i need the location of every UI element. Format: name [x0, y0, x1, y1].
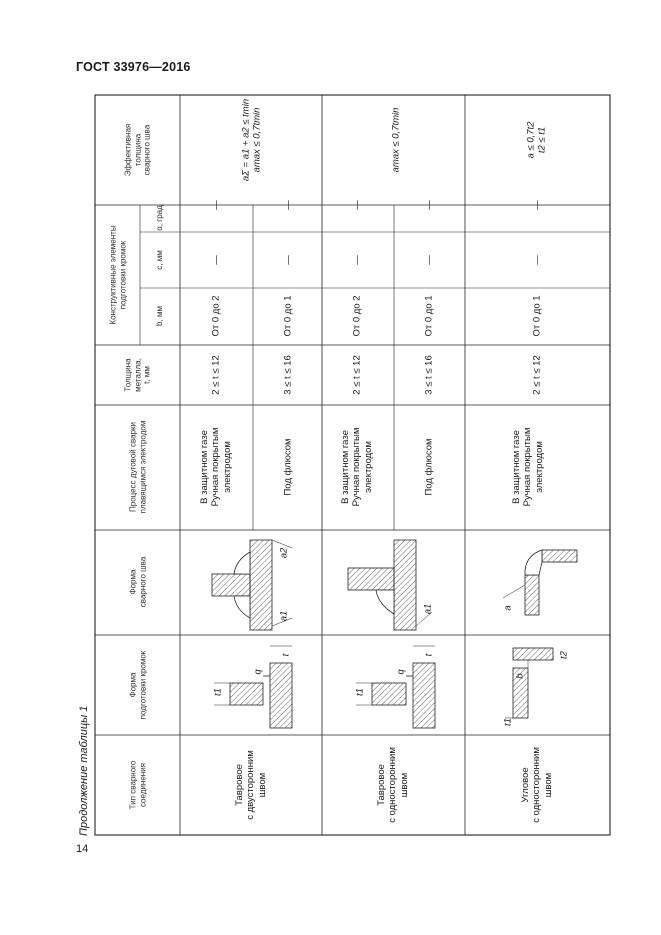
row3-label-b: b: [514, 673, 526, 679]
row2-b-a: От 0 до 2: [351, 295, 363, 337]
row3-label-t2: t2: [558, 651, 570, 659]
row1-process-b: Под флюсом: [282, 438, 294, 496]
row3-throat: a ≤ 0,7t2 t2 ≤ t1: [525, 121, 548, 159]
row1-process-a: В защитном газе Ручная покрытым электродом: [198, 427, 233, 507]
row1-thickness-a: 2 ≤ t ≤ 12: [210, 355, 222, 395]
header-sub-alpha: α, град: [155, 205, 165, 231]
row2-label-t: t: [423, 653, 435, 657]
header-thickness: Толщина металла, t, мм: [123, 358, 152, 392]
row1-alpha-a: —: [210, 200, 222, 210]
row1-b-a: От 0 до 2: [210, 295, 222, 337]
row2-c-b: —: [423, 255, 435, 265]
row1-label-t1: t1: [212, 688, 224, 696]
row2-label-t1: t1: [354, 688, 366, 696]
row1-edge-prep-sketch: [214, 646, 292, 728]
row2-b-b: От 0 до 1: [423, 295, 435, 337]
row3-label-t1: t1: [502, 718, 514, 726]
row3-process-a: В защитном газе Ручная покрытым электродом: [510, 427, 545, 507]
row1-alpha-b: —: [282, 200, 294, 210]
row1-label-a2: a2: [278, 547, 290, 559]
row2-process-b: Под флюсом: [423, 438, 435, 496]
row1-label-t: t: [280, 653, 292, 657]
row2-thickness-a: 2 ≤ t ≤ 12: [351, 355, 363, 395]
row1-label-a1: a1: [278, 610, 290, 622]
row1-joint-type: Тавровое с двусторонним швом: [233, 750, 268, 820]
header-joint-type: Тип сварного соединения: [128, 760, 147, 810]
row3-weld-sketch: [503, 550, 577, 615]
row2-alpha-b: —: [423, 200, 435, 210]
row3-thickness: 2 ≤ t ≤ 12: [531, 355, 543, 395]
row3-edge-prep-sketch: [505, 648, 553, 718]
row3-label-a: a: [502, 605, 514, 611]
row3-b: От 0 до 1: [531, 295, 543, 337]
row3-joint-type: Угловое с односторонним швом: [519, 747, 554, 823]
header-design-elements: Конструктивные элементы подготовки кромок: [108, 225, 127, 325]
standard-title: ГОСТ 33976—2016: [76, 60, 191, 74]
row2-weld-sketch: [348, 540, 432, 630]
header-sub-b: b, мм: [155, 306, 165, 326]
row1-c-b: —: [282, 255, 294, 265]
row1-throat: aΣ = a1 + a2 ≤ tmin amax ≤ 0,7tmin: [240, 98, 263, 182]
row2-thickness-b: 3 ≤ t ≤ 16: [423, 355, 435, 395]
header-weld-form: Форма сварного шва: [128, 556, 147, 608]
row3-c: —: [531, 255, 543, 265]
row2-alpha-a: —: [351, 200, 363, 210]
row2-label-a1: a1: [422, 603, 434, 615]
row2-process-a: В защитном газе Ручная покрытым электродом: [339, 427, 374, 507]
row2-joint-type: Тавровое с односторонним швом: [375, 747, 410, 823]
row1-label-q: q: [252, 669, 264, 675]
row1-thickness-b: 3 ≤ t ≤ 16: [282, 355, 294, 395]
row1-c-a: —: [210, 255, 222, 265]
row1-b-b: От 0 до 1: [282, 295, 294, 337]
header-edge-prep-form: Форма подготовки кромок: [128, 650, 147, 720]
table-caption: Продолжение таблицы 1: [78, 705, 90, 836]
row2-c-a: —: [351, 255, 363, 265]
row2-edge-prep-sketch: [356, 646, 435, 728]
header-sub-c: c, мм: [155, 250, 165, 270]
header-throat: Эффективная толщина сварного шва: [123, 123, 152, 177]
page-number: 14: [76, 843, 89, 855]
row2-label-q: q: [395, 669, 407, 675]
row2-throat: amax ≤ 0,7tmin: [390, 107, 402, 173]
header-process: Процесс дуговой сварки плавящимся электродом: [128, 420, 147, 514]
row3-alpha: —: [531, 200, 543, 210]
